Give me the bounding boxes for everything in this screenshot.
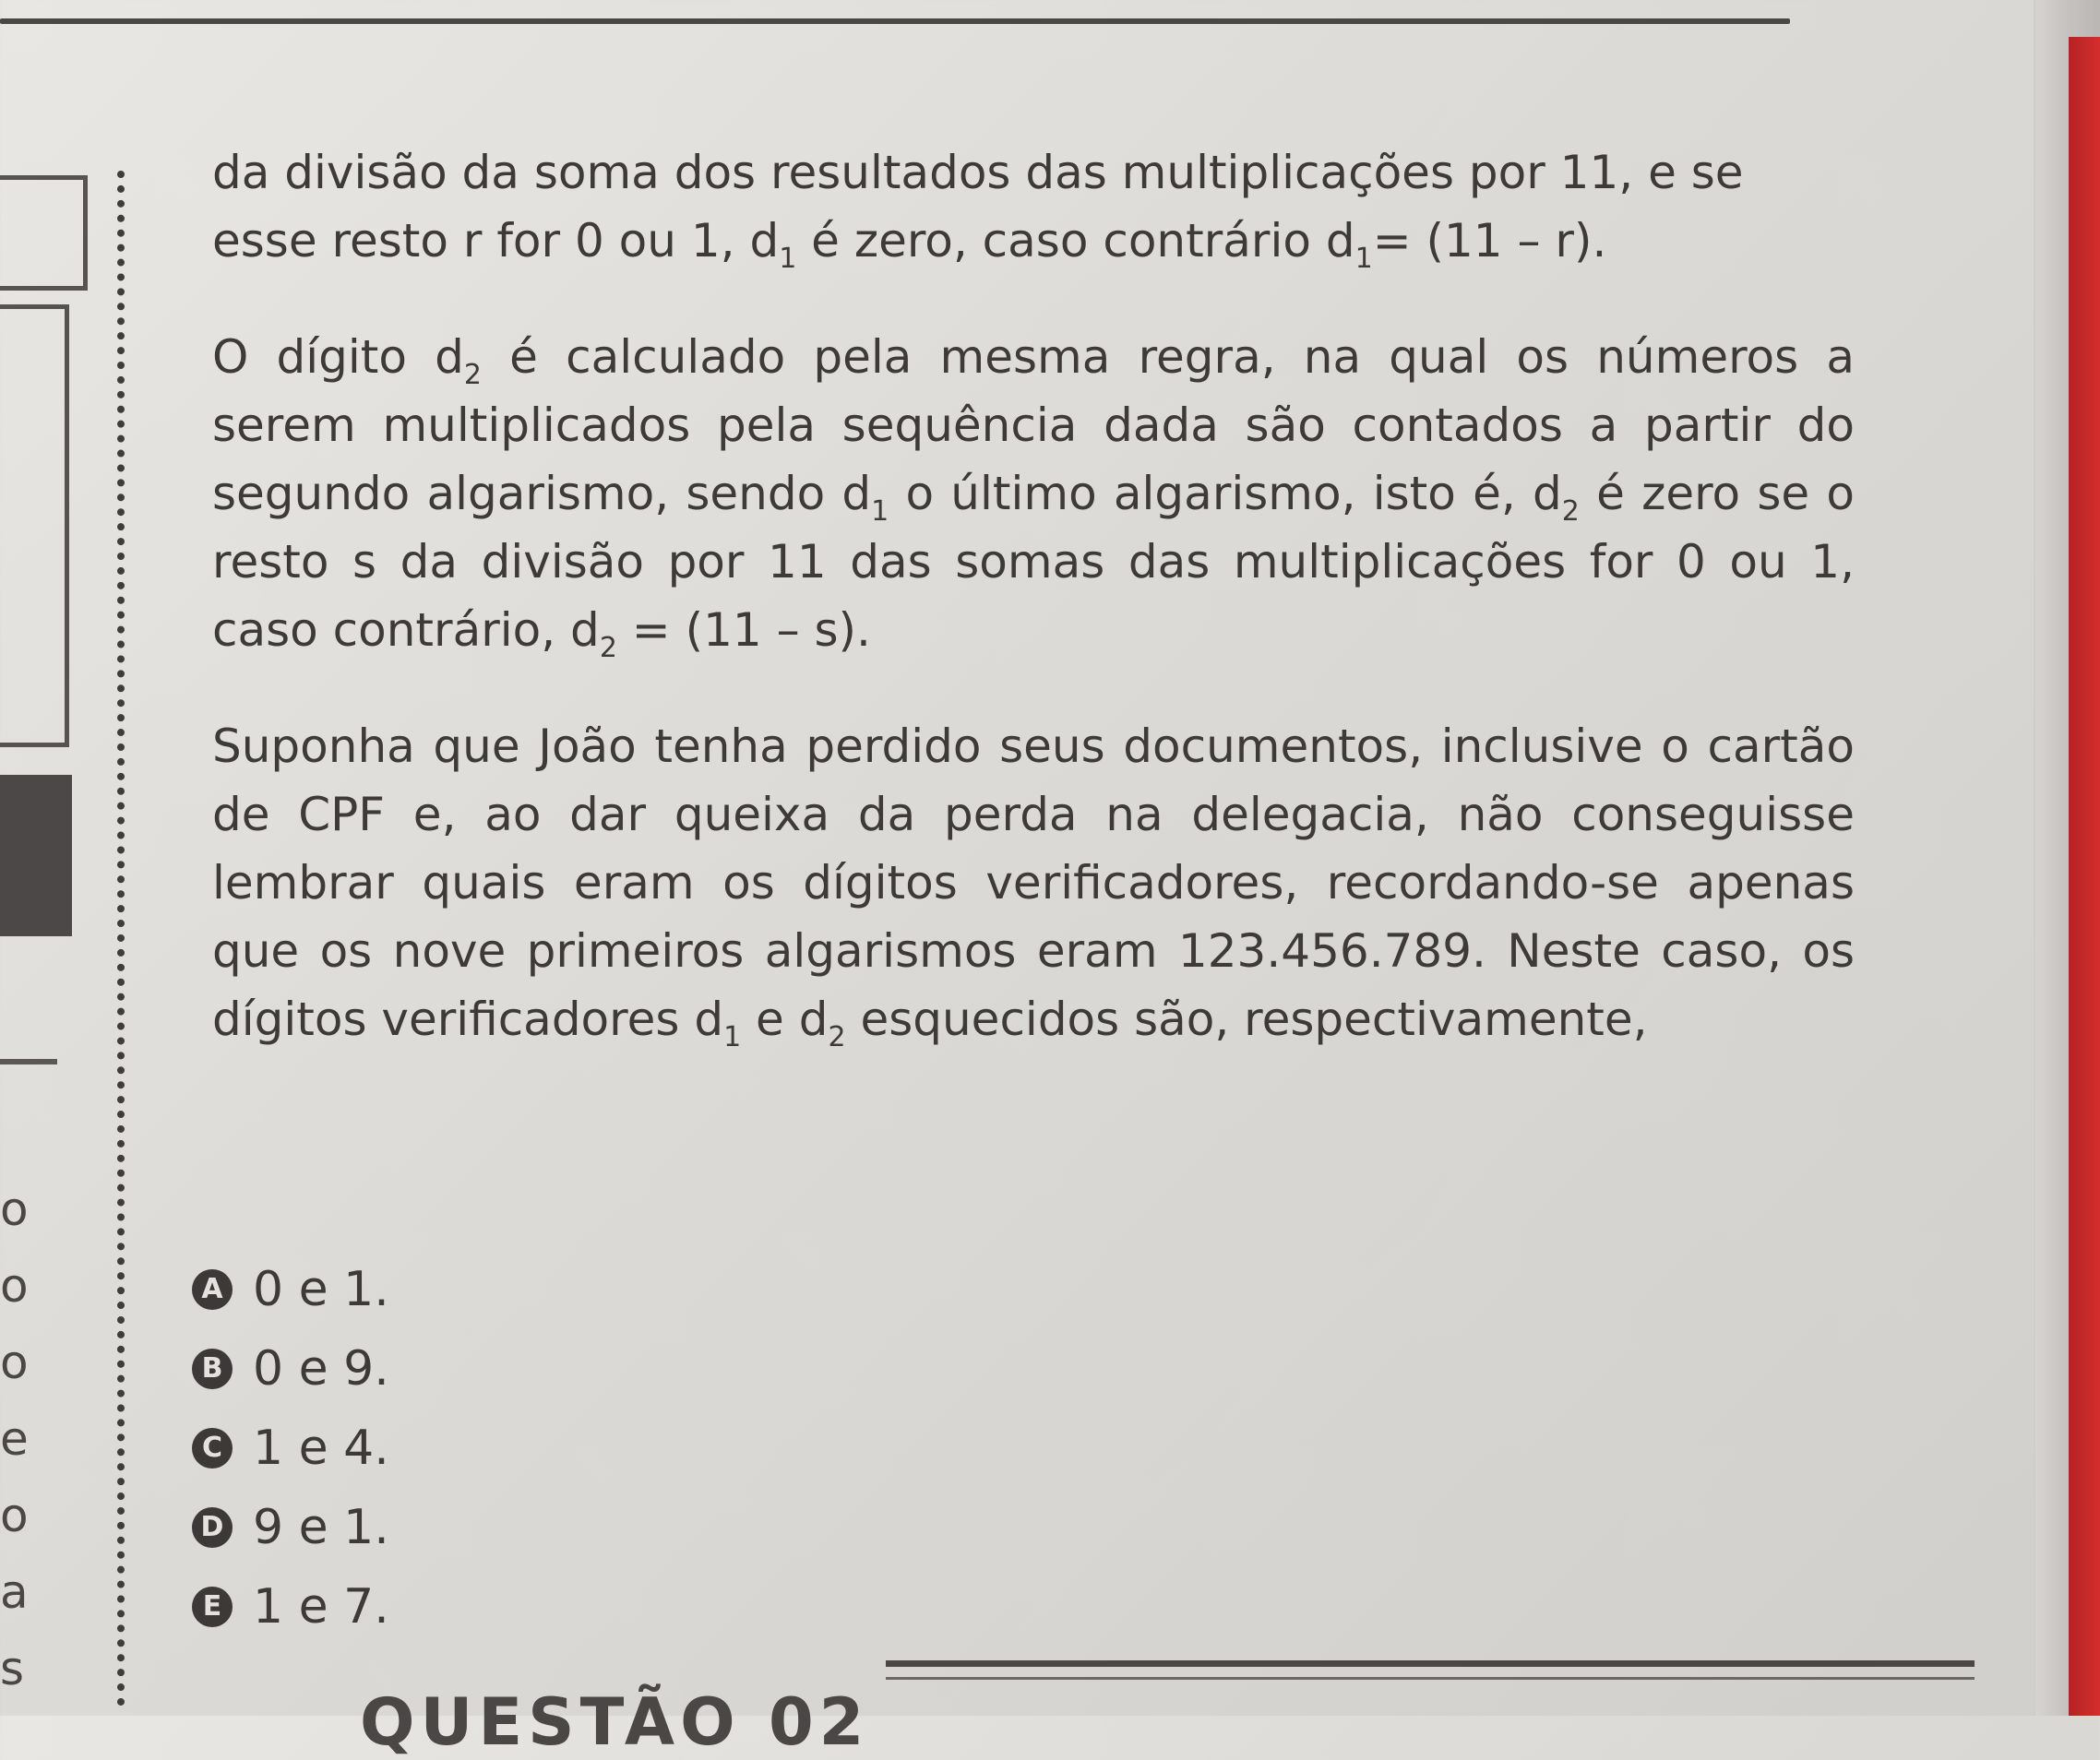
- top-rule: [0, 18, 1790, 24]
- text-line: da divisão da soma dos resultados das multiplicações por 11, e se: [212, 146, 1744, 199]
- text-run: = (11 – s).: [616, 603, 871, 657]
- option-text: 1 e 4.: [253, 1421, 389, 1476]
- option-b[interactable]: [192, 1329, 389, 1409]
- text-run: é calculado pela mesma regra, na qual os números a serem multiplicados pela sequência dada são contados a partir do segundo algarismo, sendo d: [212, 330, 1855, 520]
- margin-letter: s: [0, 1642, 25, 1695]
- text-run: O dígito d: [212, 330, 464, 384]
- option-text: 0 e 9.: [253, 1341, 389, 1397]
- option-a[interactable]: [192, 1250, 389, 1329]
- margin-letter: o: [0, 1183, 29, 1236]
- red-edge-strip: [2069, 37, 2100, 1716]
- subscript: 1: [779, 243, 797, 275]
- paragraph-1: [212, 138, 1855, 275]
- option-e[interactable]: [192, 1567, 389, 1647]
- margin-letter: e: [0, 1412, 29, 1466]
- margin-letter: a: [0, 1565, 29, 1619]
- paragraph-2: [212, 323, 1855, 664]
- text-run: esse resto r for 0 ou 1, d: [212, 214, 780, 268]
- text-run: é zero, caso contrário d: [796, 214, 1355, 268]
- question-text: [212, 138, 1855, 1053]
- option-text: 1 e 7.: [253, 1579, 389, 1635]
- text-run: esquecidos são, respectivamente,: [845, 993, 1648, 1046]
- text-run: Suponha que João tenha perdido seus documentos, inclusive o cartão de CPF e, ao dar queixa da perda na delegacia, não conseguisse lembrar quais eram os dígitos verificadores, recordando-se apenas que os nove primeiros algarismos eram 123.456.789. Neste caso, os dígitos verificadores d: [212, 719, 1855, 1046]
- paragraph-3: [212, 712, 1855, 1053]
- option-text: 0 e 1.: [253, 1262, 389, 1317]
- margin-letter: o: [0, 1336, 29, 1389]
- option-text: 9 e 1.: [253, 1500, 389, 1555]
- left-margin-dark-block: [0, 775, 72, 936]
- option-letter-badge: B: [192, 1349, 233, 1389]
- left-margin-box-2: [0, 304, 69, 747]
- option-letter-badge: C: [192, 1428, 233, 1469]
- margin-letter: o: [0, 1259, 29, 1313]
- text-run: = (11 – r).: [1372, 214, 1607, 268]
- bottom-rule-thin: [886, 1677, 1975, 1680]
- left-margin-line: [0, 1059, 57, 1064]
- subscript: 1: [1354, 243, 1373, 275]
- text-run: o último algarismo, isto é, d: [889, 467, 1562, 520]
- text-run: e d: [741, 993, 829, 1046]
- subscript: 2: [599, 632, 617, 664]
- dotted-column-divider: [117, 171, 125, 1706]
- subscript: 1: [871, 495, 889, 528]
- subscript: 2: [463, 359, 482, 391]
- option-c[interactable]: [192, 1409, 389, 1488]
- left-margin-letters: [0, 1171, 37, 1707]
- left-margin-box-1: [0, 175, 88, 291]
- next-question-heading-cropped: QUESTÃO 02: [360, 1684, 870, 1760]
- option-letter-badge: D: [192, 1507, 233, 1548]
- bottom-rule: [886, 1660, 1975, 1667]
- option-d[interactable]: [192, 1488, 389, 1567]
- option-letter-badge: A: [192, 1269, 233, 1310]
- margin-letter: o: [0, 1489, 29, 1542]
- subscript: 1: [723, 1021, 742, 1053]
- subscript: 2: [1561, 495, 1580, 528]
- subscript: 2: [828, 1021, 846, 1053]
- answer-options: [192, 1250, 389, 1647]
- text-run: é zero se o resto s da divisão por 11 das somas das multiplicações for 0 ou 1, caso contrário, d: [212, 467, 1855, 657]
- option-letter-badge: E: [192, 1587, 233, 1627]
